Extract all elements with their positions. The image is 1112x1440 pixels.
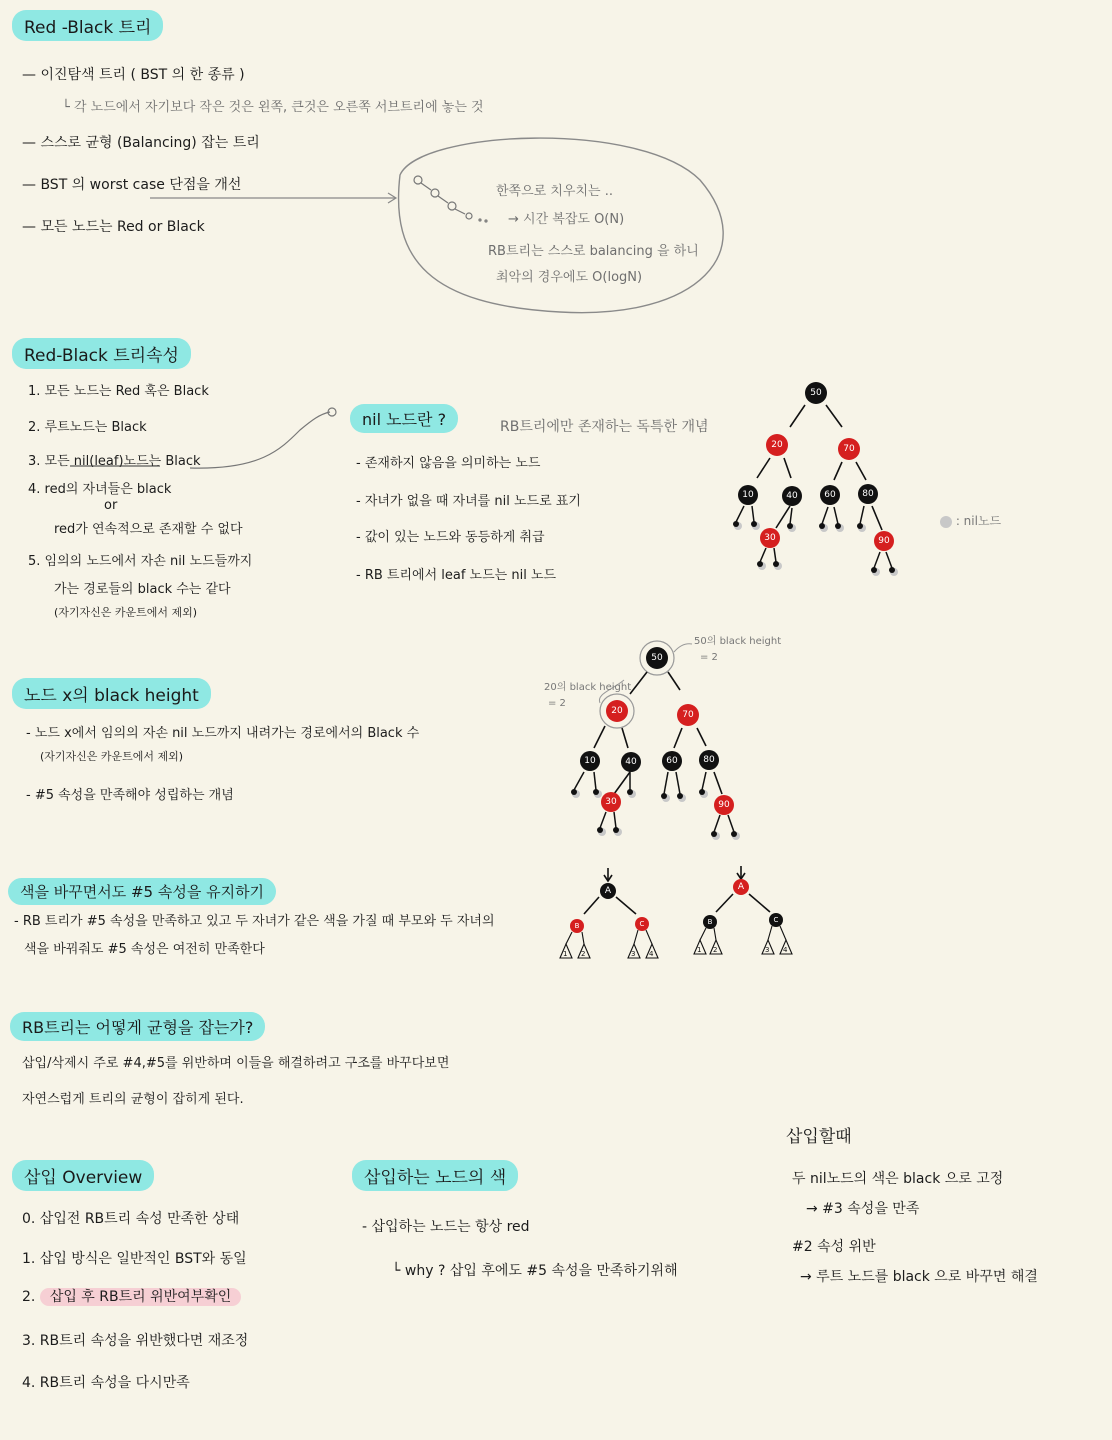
- insert-color-desc-2: └ why ? 삽입 후에도 #5 속성을 만족하기위해: [392, 1263, 678, 1279]
- when-inserting-1: 두 nil노드의 색은 black 으로 고정: [792, 1171, 1004, 1187]
- section-title-when-inserting: 삽입할때: [786, 1127, 852, 1147]
- tree1-node-60: 60: [824, 490, 836, 500]
- left-subtree-1: 1: [563, 950, 568, 958]
- bullet-bst-sub: └ 각 노드에서 자기보다 작은 것은 왼쪽, 큰것은 오른쪽 서브트리에 놓는 것: [62, 100, 484, 115]
- property-2: 2. 루트노드는 Black: [28, 420, 147, 435]
- balancing-desc-1: 삽입/삭제시 주로 #4,#5를 위반하며 이들을 해결하려고 구조를 바꾸다보면: [22, 1056, 450, 1071]
- bubble-line-3: RB트리는 스스로 balancing 을 하니: [488, 244, 699, 259]
- right-subtree-3: 3: [765, 946, 770, 954]
- right-node-a: A: [737, 882, 745, 892]
- left-subtree-3: 3: [631, 950, 636, 958]
- tree2-node-10: 10: [584, 756, 596, 766]
- nil-desc-4: - RB 트리에서 leaf 노드는 nil 노드: [356, 568, 557, 583]
- left-subtree-2: 2: [581, 950, 586, 958]
- tree2-node-80: 80: [703, 755, 715, 765]
- left-node-c: C: [639, 920, 645, 928]
- black-height-desc-2: (자기자신은 카운트에서 제외): [40, 750, 184, 763]
- when-inserting-3: #2 속성 위반: [792, 1239, 876, 1255]
- tree2-node-20: 20: [611, 706, 623, 716]
- color-flip-desc-2: 색을 바꿔줘도 #5 속성은 여전히 만족한다: [24, 942, 265, 957]
- insert-color-desc-1: - 삽입하는 노드는 항상 red: [362, 1219, 530, 1235]
- bullet-bst: — 이진탐색 트리 ( BST 의 한 종류 ): [22, 67, 245, 83]
- bubble-line-4: 최악의 경우에도 O(logN): [496, 270, 643, 285]
- section-title-color-flip: 색을 바꾸면서도 #5 속성을 유지하기: [8, 878, 276, 905]
- tree2-node-60: 60: [666, 756, 678, 766]
- insert-step-3: 3. RB트리 속성을 위반했다면 재조정: [22, 1333, 249, 1349]
- insert-step-1: 1. 삽입 방식은 일반적인 BST와 동일: [22, 1251, 247, 1267]
- section-title-insert-overview: 삽입 Overview: [12, 1160, 154, 1191]
- when-inserting-2: → #3 속성을 만족: [806, 1201, 920, 1217]
- right-subtree-2: 2: [713, 946, 718, 954]
- section-title-insert-color: 삽입하는 노드의 색: [352, 1160, 518, 1191]
- tree2-node-30: 30: [605, 797, 617, 807]
- property-5a: 5. 임의의 노드에서 자손 nil 노드들까지: [28, 554, 253, 569]
- property-4c: red가 연속적으로 존재할 수 없다: [54, 522, 243, 537]
- property-4a: 4. red의 자녀들은 black: [28, 482, 172, 497]
- insert-step-2: 2. 삽입 후 RB트리 위반여부확인: [22, 1286, 241, 1306]
- tree2-node-90: 90: [718, 800, 730, 810]
- tree2-node-70: 70: [682, 710, 694, 720]
- left-node-a: A: [604, 886, 612, 896]
- right-subtree-1: 1: [697, 946, 702, 954]
- ann-50-black-height: 50의 black height: [694, 636, 782, 647]
- section-title-rb-properties: Red-Black 트리속성: [12, 338, 191, 369]
- color-flip-desc-1: - RB 트리가 #5 속성을 만족하고 있고 두 자녀가 같은 색을 가질 때 부모와 두 자녀의: [14, 914, 495, 929]
- right-node-b: B: [707, 918, 713, 926]
- tree1-node-90: 90: [878, 536, 890, 546]
- nil-desc-1: - 존재하지 않음을 의미하는 노드: [356, 456, 541, 471]
- property-1: 1. 모든 노드는 Red 혹은 Black: [28, 384, 209, 399]
- tree1-node-10: 10: [742, 490, 754, 500]
- nil-desc-2: - 자녀가 없을 때 자녀를 nil 노드로 표기: [356, 494, 581, 509]
- property-4b: or: [104, 498, 118, 513]
- property-3: 3. 모든 nil(leaf)노드는 Black: [28, 454, 201, 469]
- ann-20-value: = 2: [548, 698, 566, 709]
- nil-node-title: nil 노드란 ?: [350, 404, 458, 433]
- section-title-balancing: RB트리는 어떻게 균형을 잡는가?: [10, 1012, 265, 1041]
- insert-step-4: 4. RB트리 속성을 다시만족: [22, 1375, 190, 1391]
- property-5c: (자기자신은 카운트에서 제외): [54, 606, 198, 619]
- nil-desc-3: - 값이 있는 노드와 동등하게 취급: [356, 530, 545, 545]
- ann-20-black-height: 20의 black height: [544, 682, 632, 693]
- bubble-line-2: → 시간 복잡도 O(N): [508, 212, 625, 227]
- bullet-red-or-black: — 모든 노드는 Red or Black: [22, 219, 205, 235]
- black-height-desc-1: - 노드 x에서 임의의 자손 nil 노드까지 내려가는 경로에서의 Black 수: [26, 726, 420, 741]
- tree1-node-30: 30: [764, 533, 776, 543]
- left-node-b: B: [574, 922, 580, 930]
- tree1-node-70: 70: [843, 444, 855, 454]
- tree2-node-40: 40: [625, 757, 637, 767]
- bubble-line-1: 한쪽으로 치우치는 ..: [496, 184, 613, 199]
- tree1-node-80: 80: [862, 489, 874, 499]
- property-5b: 가는 경로들의 black 수는 같다: [54, 582, 231, 597]
- left-subtree-4: 4: [649, 950, 654, 958]
- bullet-balancing: — 스스로 균형 (Balancing) 잡는 트리: [22, 135, 260, 151]
- black-height-desc-3: - #5 속성을 만족해야 성립하는 개념: [26, 788, 234, 803]
- when-inserting-4: → 루트 노드를 black 으로 바꾸면 해결: [800, 1269, 1038, 1285]
- insert-step-0: 0. 삽입전 RB트리 속성 만족한 상태: [22, 1211, 240, 1227]
- tree2-node-50: 50: [651, 653, 663, 663]
- nil-node-desc: RB트리에만 존재하는 독특한 개념: [500, 419, 709, 435]
- nil-legend: : nil노드: [940, 512, 1001, 529]
- ann-50-value: = 2: [700, 652, 718, 663]
- right-subtree-4: 4: [783, 946, 788, 954]
- insert-step-2-highlight: 삽입 후 RB트리 위반여부확인: [40, 1288, 241, 1306]
- tree1-node-40: 40: [786, 491, 798, 501]
- right-node-c: C: [773, 916, 779, 924]
- section-title-black-height: 노드 x의 black height: [12, 678, 211, 709]
- balancing-desc-2: 자연스럽게 트리의 균형이 잡히게 된다.: [22, 1092, 244, 1107]
- section-title-rb-tree: Red -Black 트리: [12, 10, 163, 41]
- tree1-node-50: 50: [810, 388, 822, 398]
- tree1-node-20: 20: [771, 440, 783, 450]
- bullet-worst-case: — BST 의 worst case 단점을 개선: [22, 177, 242, 193]
